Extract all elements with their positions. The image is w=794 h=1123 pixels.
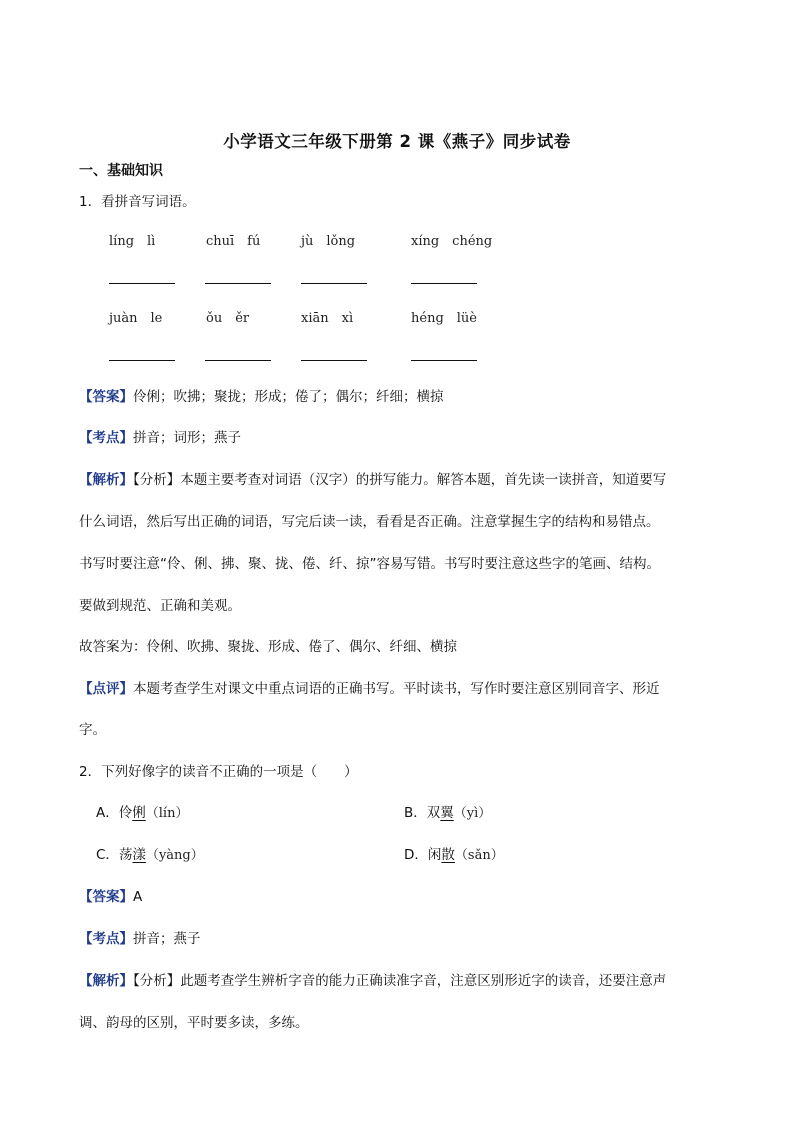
option-char: 荡 xyxy=(118,847,133,863)
option-underlined-char: 俐 xyxy=(132,805,146,821)
pinyin-5: juàn le xyxy=(109,311,163,326)
q2-jiexi-line-2: 调、韵母的区别，平时要多读，多练。 xyxy=(79,1015,309,1031)
pinyin-4: xíng chéng xyxy=(411,234,493,249)
option-d[interactable] xyxy=(404,845,504,866)
q2-answer xyxy=(79,887,142,907)
answer-text: 伶俐；吹拂；聚拢；形成；倦了；偶尔；纤细；横掠 xyxy=(133,389,444,405)
question-2-prompt: 2．下列好像字的读音不正确的一项是（ ） xyxy=(79,764,358,780)
answer-blank-8[interactable] xyxy=(411,360,477,361)
answer-blank-7[interactable] xyxy=(301,360,367,361)
option-underlined-char: 漾 xyxy=(132,847,146,863)
option-letter: A． xyxy=(96,805,119,821)
answer-blank-3[interactable] xyxy=(301,283,367,284)
kaodian-text: 拼音；燕子 xyxy=(133,931,201,947)
option-pinyin: （yàng） xyxy=(145,848,204,863)
section-heading: 一、基础知识 xyxy=(79,163,163,179)
pinyin-7: xiān xì xyxy=(301,311,354,326)
option-char: 闲 xyxy=(427,847,442,863)
option-letter: C． xyxy=(96,847,119,863)
kaodian-label: 【考点】 xyxy=(79,931,133,947)
pinyin-1: líng lì xyxy=(109,234,156,249)
answer-label: 【答案】 xyxy=(79,389,133,405)
dianping-text: 本题考查学生对课文中重点词语的正确书写。平时读书，写作时要注意区别同音字、形近 xyxy=(133,681,660,697)
pinyin-6: ǒu ěr xyxy=(206,311,250,326)
kaodian-text: 拼音；词形；燕子 xyxy=(133,430,241,446)
answer-label: 【答案】 xyxy=(79,889,133,905)
option-underlined-char: 翼 xyxy=(440,805,454,821)
pinyin-8: héng lüè xyxy=(411,311,477,326)
option-c[interactable] xyxy=(96,845,204,866)
q2-kaodian xyxy=(79,929,201,949)
dianping-label: 【点评】 xyxy=(79,681,133,697)
q1-dianping-line-2: 字。 xyxy=(79,722,106,738)
option-pinyin: （yì） xyxy=(453,806,492,821)
kaodian-label: 【考点】 xyxy=(79,430,133,446)
option-pinyin: （sǎn） xyxy=(454,848,504,863)
q1-jiexi-line-2: 什么词语，然后写出正确的词语，写完后读一读，看看是否正确。注意掌握生字的结构和易错点。 xyxy=(79,514,660,530)
option-b[interactable] xyxy=(404,803,491,824)
q2-jiexi-line-1 xyxy=(79,971,666,991)
jiexi-label: 【解析】 xyxy=(79,973,133,989)
answer-blank-1[interactable] xyxy=(109,283,175,284)
answer-blank-5[interactable] xyxy=(109,360,175,361)
q1-jiexi-line-4: 要做到规范、正确和美观。 xyxy=(79,598,241,614)
q1-jiexi-line-3: 书写时要注意“伶、俐、拂、聚、拢、倦、纤、掠”容易写错。书写时要注意这些字的笔画、结构。 xyxy=(79,556,660,572)
option-letter: D． xyxy=(404,847,428,863)
q1-conclusion: 故答案为：伶俐、吹拂、聚拢、形成、倦了、偶尔、纤细、横掠 xyxy=(79,639,457,655)
option-char: 双 xyxy=(426,805,441,821)
option-char: 伶 xyxy=(118,805,133,821)
option-underlined-char: 散 xyxy=(441,847,455,863)
option-pinyin: （lín） xyxy=(145,806,189,821)
answer-blank-2[interactable] xyxy=(205,283,271,284)
pinyin-2: chuī fú xyxy=(206,234,261,249)
question-1-prompt: 1．看拼音写词语。 xyxy=(79,194,196,210)
q1-kaodian xyxy=(79,428,241,448)
pinyin-3: jù lǒng xyxy=(301,234,356,249)
answer-text: A xyxy=(133,889,143,905)
jiexi-text: 【分析】本题主要考查对词语（汉字）的拼写能力。解答本题，首先读一读拼音，知道要写 xyxy=(133,472,667,488)
jiexi-label: 【解析】 xyxy=(79,472,133,488)
jiexi-text: 【分析】此题考查学生辨析字音的能力正确读准字音，注意区别形近字的读音，还要注意声 xyxy=(133,973,667,989)
answer-blank-4[interactable] xyxy=(411,283,477,284)
page-title: 小学语文三年级下册第 2 课《燕子》同步试卷 xyxy=(223,132,571,151)
answer-blank-6[interactable] xyxy=(205,360,271,361)
q1-dianping-line-1 xyxy=(79,679,660,699)
q1-jiexi-line-1 xyxy=(79,470,666,490)
option-a[interactable] xyxy=(96,803,188,824)
q1-answer xyxy=(79,387,444,407)
option-letter: B． xyxy=(404,805,427,821)
